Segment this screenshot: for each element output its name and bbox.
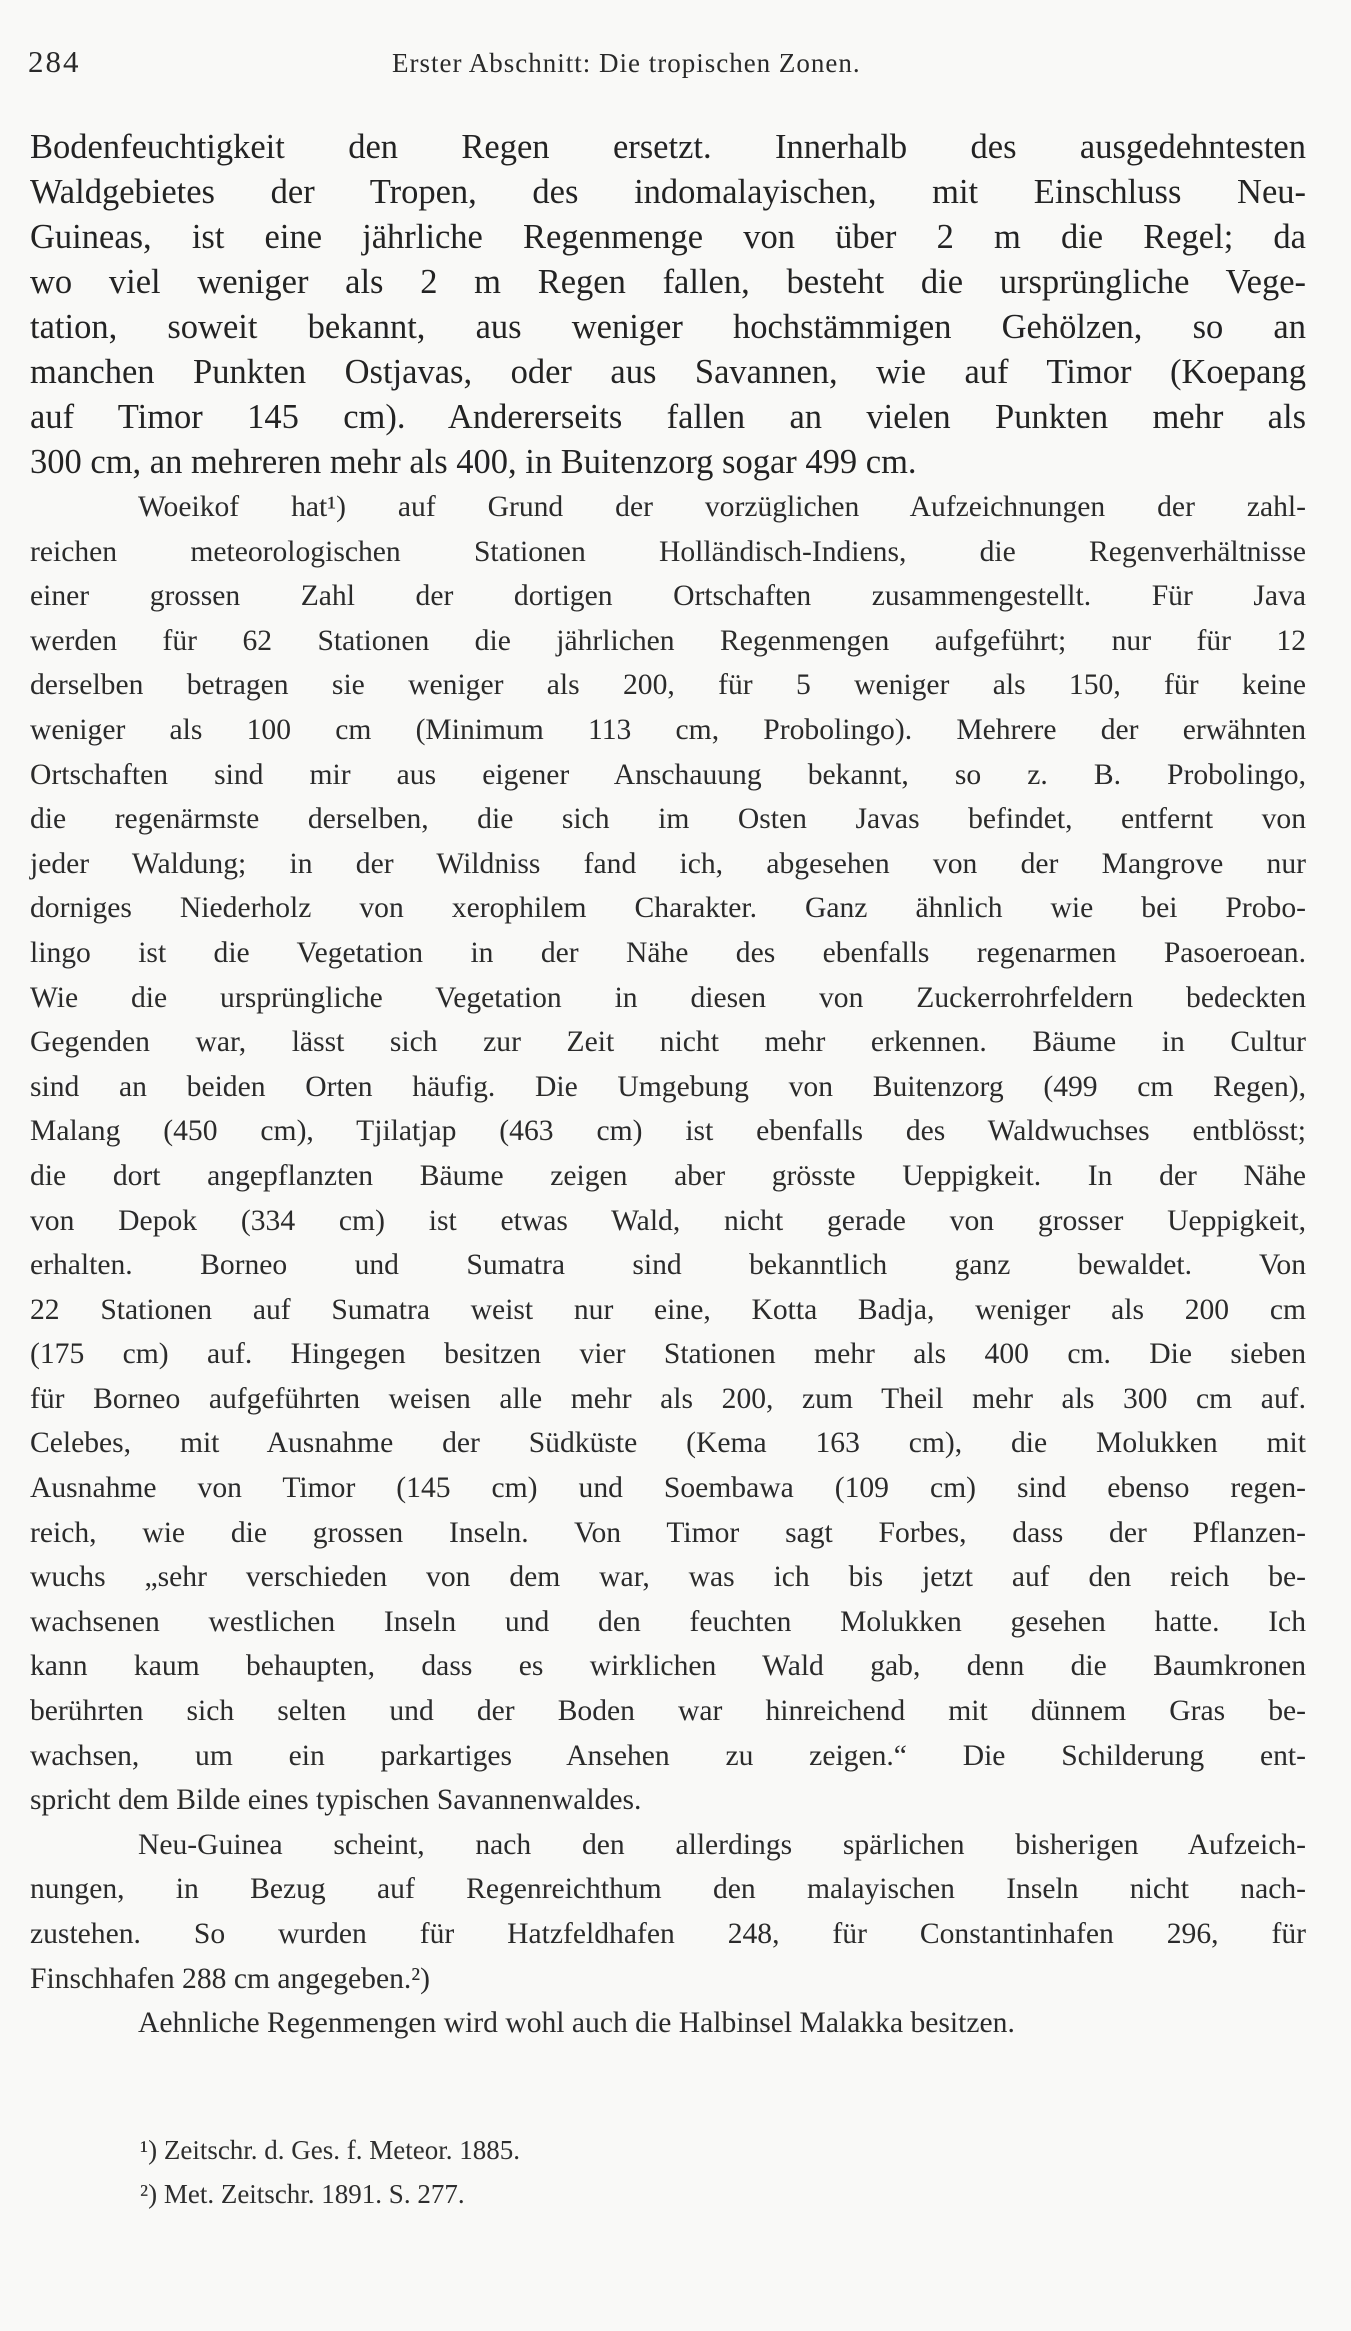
- text-line: Neu-Guinea scheint, nach den allerdings spärlichen bisherigen Aufzeich-: [138, 1828, 1306, 1861]
- text-line: von Depok (334 cm) ist etwas Wald, nicht gerade von grosser Ueppigkeit,: [30, 1204, 1306, 1237]
- text-line: manchen Punkten Ostjavas, oder aus Savannen, wie auf Timor (Koepang: [30, 353, 1306, 391]
- text-line: reich, wie die grossen Inseln. Von Timor sagt Forbes, dass der Pflanzen-: [30, 1516, 1306, 1549]
- page-header: [28, 44, 1308, 94]
- text-line: lingo ist die Vegetation in der Nähe des ebenfalls regenarmen Pasoeroean.: [30, 936, 1306, 969]
- text-line: einer grossen Zahl der dortigen Ortschaften zusammengestellt. Für Java: [30, 580, 1306, 613]
- paragraph-2: [30, 485, 1306, 1823]
- paragraph-3: [30, 1823, 1306, 2001]
- text-line: Malang (450 cm), Tjilatjap (463 cm) ist ebenfalls des Waldwuchses entblösst;: [30, 1115, 1306, 1148]
- text-line: tation, soweit bekannt, aus weniger hochstämmigen Gehölzen, so an: [30, 308, 1306, 346]
- paragraph-1: [30, 125, 1306, 485]
- text-line: wachsen, um ein parkartiges Ansehen zu zeigen.“ Die Schilderung ent-: [30, 1739, 1306, 1772]
- running-head: Erster Abschnitt: Die tropischen Zonen.: [392, 48, 861, 78]
- text-line: dorniges Niederholz von xerophilem Charakter. Ganz ähnlich wie bei Probo-: [30, 892, 1306, 925]
- text-line: 300 cm, an mehreren mehr als 400, in Buitenzorg sogar 499 cm.: [30, 443, 917, 481]
- text-line: Celebes, mit Ausnahme der Südküste (Kema 163 cm), die Molukken mit: [30, 1427, 1306, 1460]
- text-line: 22 Stationen auf Sumatra weist nur eine, Kotta Badja, weniger als 200 cm: [30, 1293, 1306, 1326]
- text-line: Bodenfeuchtigkeit den Regen ersetzt. Innerhalb des ausgedehntesten: [30, 128, 1306, 166]
- text-line: Aehnliche Regenmengen wird wohl auch die Halbinsel Malakka besitzen.: [138, 2007, 1015, 2040]
- footnote-2: ²) Met. Zeitschr. 1891. S. 277.: [140, 2179, 465, 2209]
- text-line: reichen meteorologischen Stationen Holländisch-Indiens, die Regenverhältnisse: [30, 535, 1306, 568]
- text-line: Wie die ursprüngliche Vegetation in diesen von Zuckerrohrfeldern bedeckten: [30, 981, 1306, 1014]
- text-line: Guineas, ist eine jährliche Regenmenge von über 2 m die Regel; da: [30, 218, 1306, 256]
- footnote-1: ¹) Zeitschr. d. Ges. f. Meteor. 1885.: [140, 2135, 521, 2165]
- text-line: Woeikof hat¹) auf Grund der vorzüglichen Aufzeichnungen der zahl-: [138, 491, 1306, 523]
- text-line: werden für 62 Stationen die jährlichen Regenmengen aufgeführt; nur für 12: [30, 624, 1306, 657]
- text-line: berührten sich selten und der Boden war hinreichend mit dünnem Gras be-: [30, 1695, 1306, 1728]
- text-line: erhalten. Borneo und Sumatra sind bekanntlich ganz bewaldet. Von: [30, 1249, 1306, 1282]
- text-line: nungen, in Bezug auf Regenreichthum den malayischen Inseln nicht nach-: [30, 1873, 1306, 1906]
- text-line: Ortschaften sind mir aus eigener Anschauung bekannt, so z. B. Probolingo,: [30, 758, 1306, 791]
- text-line: die dort angepflanzten Bäume zeigen aber grösste Ueppigkeit. In der Nähe: [30, 1159, 1306, 1192]
- text-line: weniger als 100 cm (Minimum 113 cm, Probolingo). Mehrere der erwähnten: [30, 713, 1306, 746]
- text-line: für Borneo aufgeführten weisen alle mehr als 200, zum Theil mehr als 300 cm auf.: [30, 1382, 1306, 1415]
- text-line: kann kaum behaupten, dass es wirklichen Wald gab, denn die Baumkronen: [30, 1650, 1306, 1683]
- text-line: Finschhafen 288 cm angegeben.²): [30, 1962, 431, 1995]
- text-line: jeder Waldung; in der Wildniss fand ich, abgesehen von der Mangrove nur: [30, 847, 1306, 880]
- text-line: derselben betragen sie weniger als 200, für 5 weniger als 150, für keine: [30, 669, 1306, 702]
- text-line: Waldgebietes der Tropen, des indomalayischen, mit Einschluss Neu-: [30, 173, 1306, 211]
- text-line: die regenärmste derselben, die sich im Osten Javas befindet, entfernt von: [30, 803, 1306, 836]
- body-text: [30, 125, 1306, 2046]
- text-line: auf Timor 145 cm). Andererseits fallen an vielen Punkten mehr als: [30, 398, 1306, 436]
- text-line: wuchs „sehr verschieden von dem war, was ich bis jetzt auf den reich be-: [30, 1561, 1306, 1594]
- text-line: Gegenden war, lässt sich zur Zeit nicht mehr erkennen. Bäume in Cultur: [30, 1026, 1306, 1059]
- text-line: (175 cm) auf. Hingegen besitzen vier Stationen mehr als 400 cm. Die sieben: [30, 1338, 1306, 1371]
- page-number: 284: [28, 44, 81, 79]
- text-line: Ausnahme von Timor (145 cm) und Soembawa (109 cm) sind ebenso regen-: [30, 1472, 1306, 1505]
- footnotes: [140, 2128, 520, 2216]
- text-line: wo viel weniger als 2 m Regen fallen, besteht die ursprüngliche Vege-: [30, 263, 1306, 301]
- text-line: spricht dem Bilde eines typischen Savannenwaldes.: [30, 1784, 642, 1817]
- text-line: wachsenen westlichen Inseln und den feuchten Molukken gesehen hatte. Ich: [30, 1605, 1306, 1638]
- text-line: zustehen. So wurden für Hatzfeldhafen 248, für Constantinhafen 296, für: [30, 1918, 1306, 1950]
- text-line: sind an beiden Orten häufig. Die Umgebung von Buitenzorg (499 cm Regen),: [30, 1070, 1306, 1103]
- paragraph-4: [30, 2001, 1306, 2046]
